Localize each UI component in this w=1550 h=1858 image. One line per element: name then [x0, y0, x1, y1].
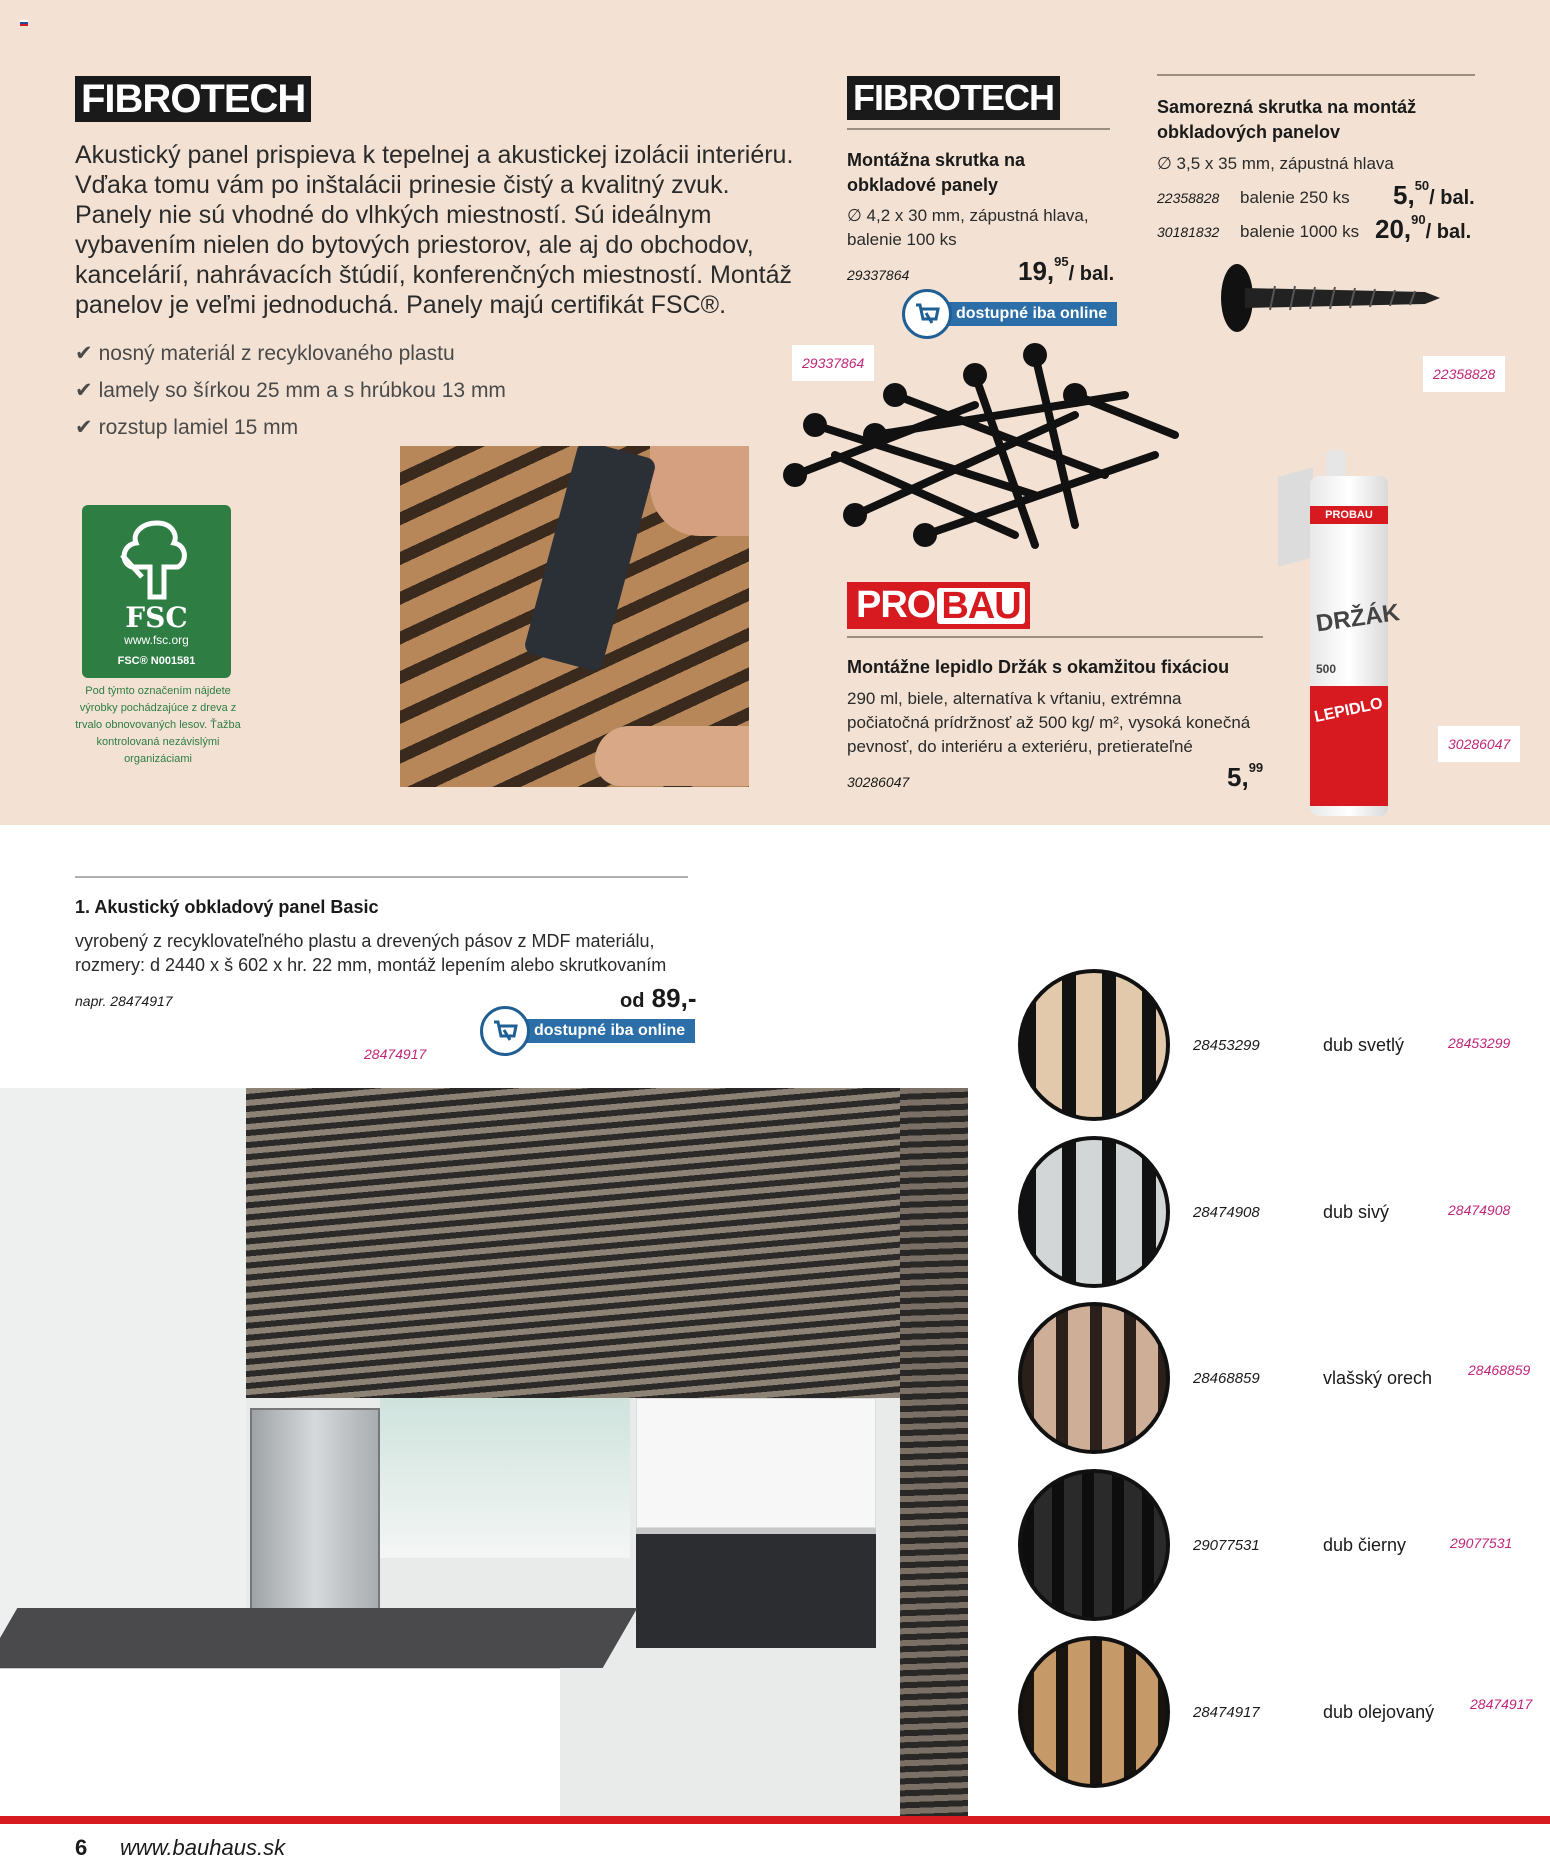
variant-ref-tag[interactable]: 28474917: [1470, 1696, 1533, 1712]
feature-item: ✔ nosný materiál z recyklovaného plastu: [75, 342, 455, 365]
online-cart-icon: [902, 289, 952, 339]
variant-name: dub čierny: [1323, 1535, 1407, 1555]
feature-item: ✔ rozstup lamiel 15 mm: [75, 416, 299, 439]
variant-ref-tag[interactable]: 28468859: [1468, 1362, 1531, 1378]
online-badge-label: dostupné iba online: [516, 1019, 695, 1043]
variant-swatch: [1018, 1136, 1170, 1288]
variant-sku: 29077531: [1193, 1537, 1260, 1554]
probau-logo-bau: BAU: [937, 588, 1024, 624]
divider: [847, 128, 1110, 130]
screw2-variant-pack: balenie 250 ks: [1240, 188, 1350, 207]
screw-pile-image: [775, 335, 1195, 565]
variant-name: dub svetlý: [1323, 1035, 1405, 1055]
screw1-sku: 29337864: [847, 267, 910, 283]
screw2-variant-sku: 30181832: [1157, 224, 1220, 240]
panel-title: 1. Akustický obkladový panel Basic: [75, 897, 379, 917]
check-icon: ✔: [75, 379, 93, 402]
glue-sku: 30286047: [847, 774, 910, 790]
fsc-tree-icon: [112, 515, 202, 605]
single-screw-image: [1215, 258, 1445, 338]
variant-name: dub sivý: [1323, 1202, 1390, 1222]
tube-brand: PROBAU: [1310, 506, 1388, 524]
divider: [1157, 74, 1475, 76]
language-flag-icon[interactable]: [20, 20, 28, 26]
variant-sku: 28474908: [1193, 1204, 1260, 1221]
fsc-caption: Pod týmto označením nájdete výrobky pochádzajúce z dreva z trvalo obnovovaných lesov. Ťažba kontrolovaná nezávislými organizáciami: [75, 685, 241, 765]
glue-title: Montážne lepidlo Držák s okamžitou fixáciou: [847, 657, 1230, 677]
fibrotech-logo: [75, 76, 311, 122]
variant-row[interactable]: [1018, 1136, 1518, 1288]
fsc-url: www.fsc.org: [124, 633, 189, 647]
panel-price: od 89,-: [620, 983, 697, 1013]
online-badge-label: dostupné iba online: [938, 302, 1117, 326]
variant-row[interactable]: [1018, 1302, 1531, 1454]
screw2-title: Samorezná skrutka na montáž obkladových panelov: [1157, 97, 1417, 142]
panel-sku: napr. 28474917: [75, 993, 173, 1009]
feature-list: [75, 335, 635, 446]
screw2-variant-sku: 22358828: [1157, 190, 1220, 206]
divider: [75, 876, 688, 878]
variant-row[interactable]: [1018, 1469, 1518, 1621]
variant-row[interactable]: [1018, 969, 1518, 1121]
page-number: 6: [75, 1835, 88, 1858]
panel-desc: vyrobený z recyklovateľného plastu a drevených pásov z MDF materiálu, rozmery: d 2440 x š 602 x hr. 22 mm, montáž lepením alebo skrutkovaním: [75, 931, 667, 975]
variant-sku: 28453299: [1193, 1037, 1260, 1054]
tube-load: 500: [1316, 662, 1337, 676]
ref-tag-screw1[interactable]: 29337864: [792, 345, 874, 381]
ref-tag-panel[interactable]: 28474917: [364, 1046, 427, 1062]
screw2-variant-pack: balenie 1000 ks: [1240, 222, 1360, 241]
screw2-desc: ∅ 3,5 x 35 mm, zápustná hlava: [1157, 154, 1394, 173]
probau-logo: [847, 582, 1030, 629]
glue-desc: 290 ml, biele, alternatíva k vŕtaniu, extrémna počiatočná prídržnosť až 500 kg/ m², vysoká konečná pevnosť, do interiéru a exteriéru, pretierateľné: [847, 689, 1251, 756]
fsc-label: FSC: [125, 601, 188, 634]
fsc-code: FSC® N001581: [117, 655, 196, 667]
variant-swatch: [1018, 1302, 1170, 1454]
divider: [847, 636, 1263, 638]
screw1-desc: ∅ 4,2 x 30 mm, zápustná hlava, balenie 100 ks: [847, 206, 1089, 249]
ref-tag-screw2[interactable]: 22358828: [1423, 356, 1505, 392]
kitchen-room-photo: [0, 1088, 968, 1816]
check-icon: ✔: [75, 416, 93, 439]
variant-swatch: [1018, 969, 1170, 1121]
tube-name: DRŽÁK: [1314, 599, 1402, 638]
tube-label: LEPIDLO: [1312, 694, 1385, 727]
online-badge-panel[interactable]: [480, 1011, 695, 1051]
screw2-variant-price: 5,50/ bal.: [1393, 178, 1475, 210]
online-badge-screw[interactable]: [902, 294, 1117, 334]
ref-tag-glue[interactable]: 30286047: [1438, 726, 1520, 762]
variant-ref-tag[interactable]: 28453299: [1448, 1035, 1511, 1051]
variant-sku: 28468859: [1193, 1370, 1260, 1387]
online-cart-icon: [480, 1006, 530, 1056]
glue-tube-image: [1278, 450, 1402, 820]
glue-price: 5,99: [1227, 760, 1264, 792]
variant-sku: 28474917: [1193, 1704, 1260, 1721]
variant-swatch: [1018, 1636, 1170, 1788]
fsc-logo: [82, 505, 231, 678]
screw1-price: 19,95/ bal.: [1018, 254, 1115, 286]
intro-text: Akustický panel prispieva k tepelnej a akustickej izolácii interiéru. Vďaka tomu vám po inštalácii prinesie čistý a kvalitný zvuk. Panely nie sú vhodné do vlhkých miestností. Sú ideálnym vybavením nielen do bytových priestorov, ale aj do obchodov, kancelárií, nahrávacích štúdií, konferenčných miestností. Montáž panelov je veľmi jednoduchá. Panely majú certifikát FSC®.: [75, 141, 794, 319]
fibrotech-logo-text: FIBROTECH: [847, 76, 1060, 120]
check-icon: ✔: [75, 342, 93, 365]
variant-ref-tag[interactable]: 29077531: [1450, 1535, 1513, 1551]
variant-name: dub olejovaný: [1323, 1702, 1435, 1722]
fibrotech-logo-text: FIBROTECH: [75, 76, 311, 122]
screw1-title: Montážna skrutka na obkladové panely: [847, 150, 1026, 195]
variant-ref-tag[interactable]: 28474908: [1448, 1202, 1511, 1218]
probau-logo-pro: PRO: [856, 584, 936, 626]
variant-row[interactable]: [1018, 1636, 1533, 1788]
variant-swatch: [1018, 1469, 1170, 1621]
footer-divider: [0, 1816, 1550, 1824]
site-link[interactable]: www.bauhaus.sk: [120, 1835, 286, 1858]
drill-install-photo: [400, 446, 749, 787]
screw2-variant-price: 20,90/ bal.: [1375, 212, 1472, 244]
feature-item: ✔ lamely so šírkou 25 mm a s hrúbkou 13 mm: [75, 379, 506, 402]
fibrotech-logo-screw: [847, 76, 1060, 120]
variant-name: vlašský orech: [1323, 1368, 1433, 1388]
